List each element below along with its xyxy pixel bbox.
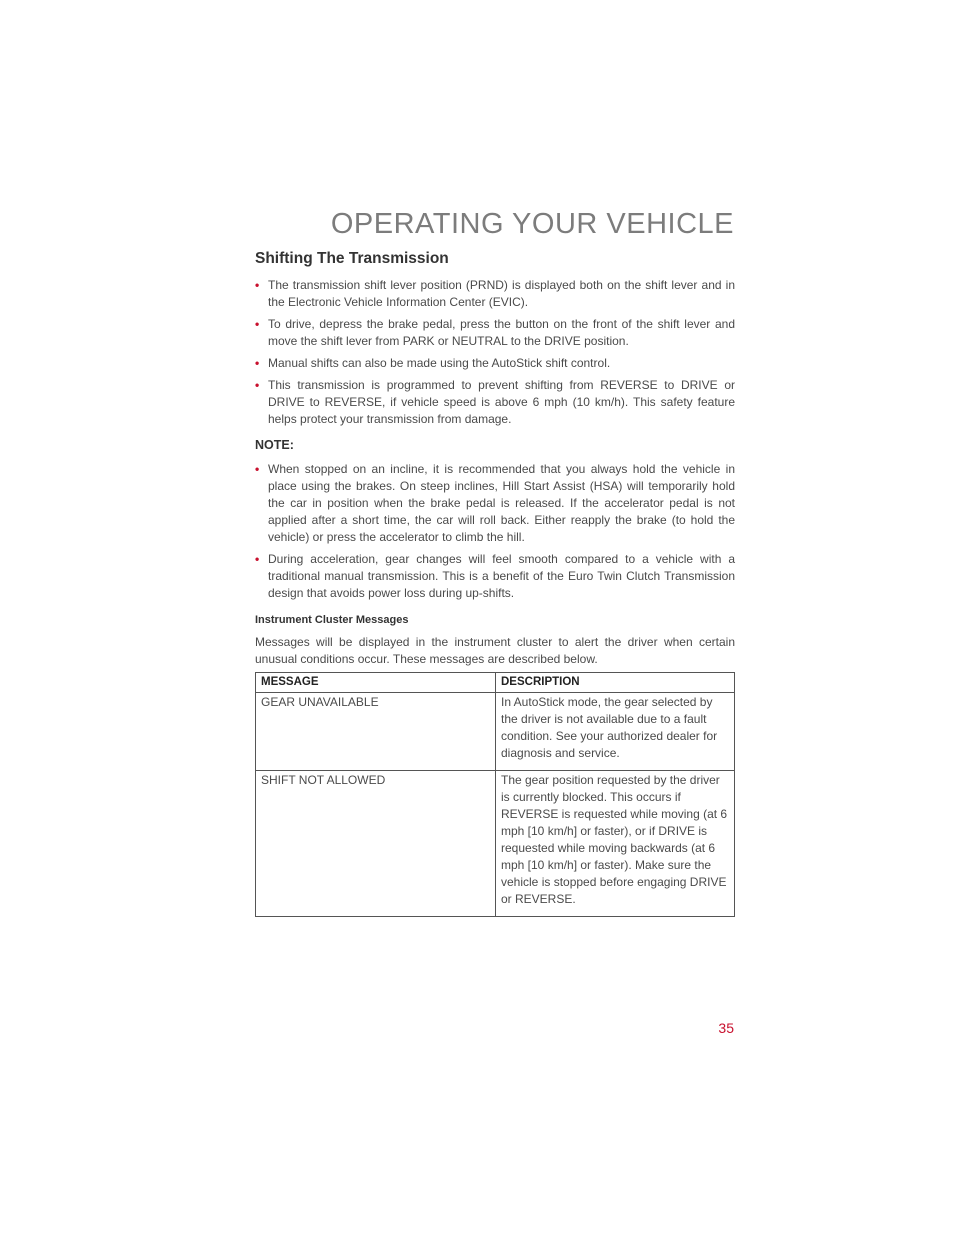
list-item: • When stopped on an incline, it is recommended that you always hold the vehicle in place using the brakes. On steep inclines, Hill Start Assist (HSA) will temporarily hold the car in position when the brake pedal is released. If the accelerator pedal is not applied after a short time, the car will roll back. Either reapply the brake (to hold the vehicle) or press the accelerator to climb the hill.	[255, 462, 735, 544]
messages-table	[255, 672, 735, 917]
subsection-title: Instrument Cluster Messages	[255, 614, 409, 626]
page-number: 35	[718, 1020, 734, 1036]
list-item: • Manual shifts can also be made using the AutoStick shift control.	[255, 356, 611, 370]
description-cell: In AutoStick mode, the gear selected by the driver is not available due to a fault condition. See your authorized dealer for diagnosis and service.	[496, 693, 735, 771]
chapter-title: OPERATING YOUR VEHICLE	[330, 208, 734, 240]
message-cell: SHIFT NOT ALLOWED	[256, 771, 496, 917]
intro-paragraph: Messages will be displayed in the instrument cluster to alert the driver when certain unusual conditions occur. These messages are described below.	[255, 635, 735, 666]
column-header-description: DESCRIPTION	[496, 673, 735, 693]
list-item: • During acceleration, gear changes will feel smooth compared to a vehicle with a traditional manual transmission. This is a benefit of the Euro Twin Clutch Transmission design that avoids power loss during up-shifts.	[255, 552, 735, 600]
note-label: NOTE:	[255, 438, 294, 452]
section-title: Shifting The Transmission	[255, 250, 449, 267]
list-item: • The transmission shift lever position (PRND) is displayed both on the shift lever and in the Electronic Vehicle Information Center (EVIC).	[255, 278, 735, 309]
table-header-row	[256, 673, 735, 693]
list-item: • This transmission is programmed to prevent shifting from REVERSE to DRIVE or DRIVE to REVERSE, if vehicle speed is above 6 mph (10 km/h). This safety feature helps protect your transmission from damage.	[255, 378, 735, 426]
list-item: • To drive, depress the brake pedal, press the button on the front of the shift lever and move the shift lever from PARK or NEUTRAL to the DRIVE position.	[255, 317, 735, 348]
bullet-icon: •	[255, 378, 260, 392]
bullet-icon: •	[255, 462, 260, 476]
table-row	[256, 771, 735, 917]
shifting-bullet-list	[255, 277, 735, 428]
note-bullet-list	[255, 461, 735, 602]
bullet-icon: •	[255, 278, 260, 292]
bullet-icon: •	[255, 317, 260, 331]
column-header-message: MESSAGE	[256, 673, 496, 693]
description-cell: The gear position requested by the driver is currently blocked. This occurs if REVERSE is requested while moving (at 6 mph [10 km/h] or faster), or if DRIVE is requested while moving backwards (at 6 mph [10 km/h] or faster). Make sure the vehicle is stopped before engaging DRIVE or REVERSE.	[496, 771, 735, 917]
message-cell: GEAR UNAVAILABLE	[256, 693, 496, 771]
page-content	[255, 250, 735, 917]
bullet-icon: •	[255, 356, 260, 370]
table-row	[256, 693, 735, 771]
bullet-icon: •	[255, 552, 260, 566]
